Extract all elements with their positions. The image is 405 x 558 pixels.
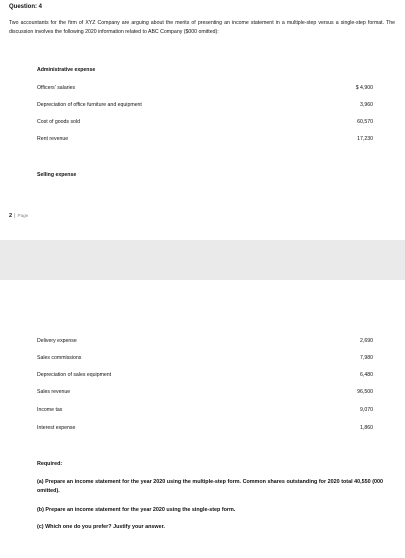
table-row	[37, 136, 373, 144]
row-label: Interest expense	[37, 425, 76, 431]
row-value: 9,070	[360, 407, 373, 413]
required-item-b: (b) Prepare an income statement for the year 2020 using the single-step form.	[37, 507, 236, 513]
table-row	[37, 119, 373, 127]
table-row	[37, 102, 373, 110]
document-page-bottom	[0, 280, 405, 558]
row-value: $ 4,900	[355, 85, 373, 91]
row-value: 2,690	[360, 338, 373, 344]
table-row	[37, 372, 373, 380]
page-number: 2	[9, 213, 13, 219]
row-label: Depreciation of office furniture and equipment	[37, 102, 142, 108]
row-label: Depreciation of sales equipment	[37, 372, 112, 378]
page-separator: |	[14, 213, 16, 219]
table-row	[37, 85, 373, 93]
row-label: Delivery expense	[37, 338, 77, 344]
row-value: 6,480	[360, 372, 373, 378]
row-label: Sales commissions	[37, 355, 82, 361]
row-label: Officers' salaries	[37, 85, 76, 91]
row-label: Cost of goods sold	[37, 119, 80, 125]
page-gap	[0, 240, 405, 280]
document-page-top	[0, 0, 405, 240]
row-value: 96,500	[357, 389, 373, 395]
row-value: 7,980	[360, 355, 373, 361]
table-row	[37, 389, 373, 397]
required-item-a: (a) Prepare an income statement for the year 2020 using the multiple-step form. Common shares outstanding for 2020 total 40,550 (000 omitted).	[37, 479, 383, 494]
page-label: Page	[17, 213, 29, 218]
page-footer	[9, 213, 28, 219]
table-row	[37, 355, 373, 363]
row-value: 17,230	[357, 136, 373, 142]
administrative-expense-heading: Administrative expense	[37, 67, 96, 73]
table-row	[37, 425, 373, 433]
row-value: 3,960	[360, 102, 373, 108]
question-heading: Question: 4	[9, 4, 43, 10]
question-intro: Two accountants for the firm of XYZ Company are arguing about the merits of presenting an income statement in a multiple-step versus a single-step format. The discussion involves the following 2020 information related to ABC Company ($000 omitted):	[9, 20, 395, 35]
required-item-c: (c) Which one do you prefer? Justify your answer.	[37, 524, 165, 530]
required-heading: Required:	[37, 461, 63, 467]
row-value: 60,570	[357, 119, 373, 125]
row-value: 1,860	[360, 425, 373, 431]
row-label: Income tax	[37, 407, 63, 413]
row-label: Sales revenue	[37, 389, 71, 395]
row-label: Rent revenue	[37, 136, 69, 142]
table-row	[37, 407, 373, 415]
table-row	[37, 338, 373, 346]
selling-expense-heading: Selling expense	[37, 172, 77, 178]
